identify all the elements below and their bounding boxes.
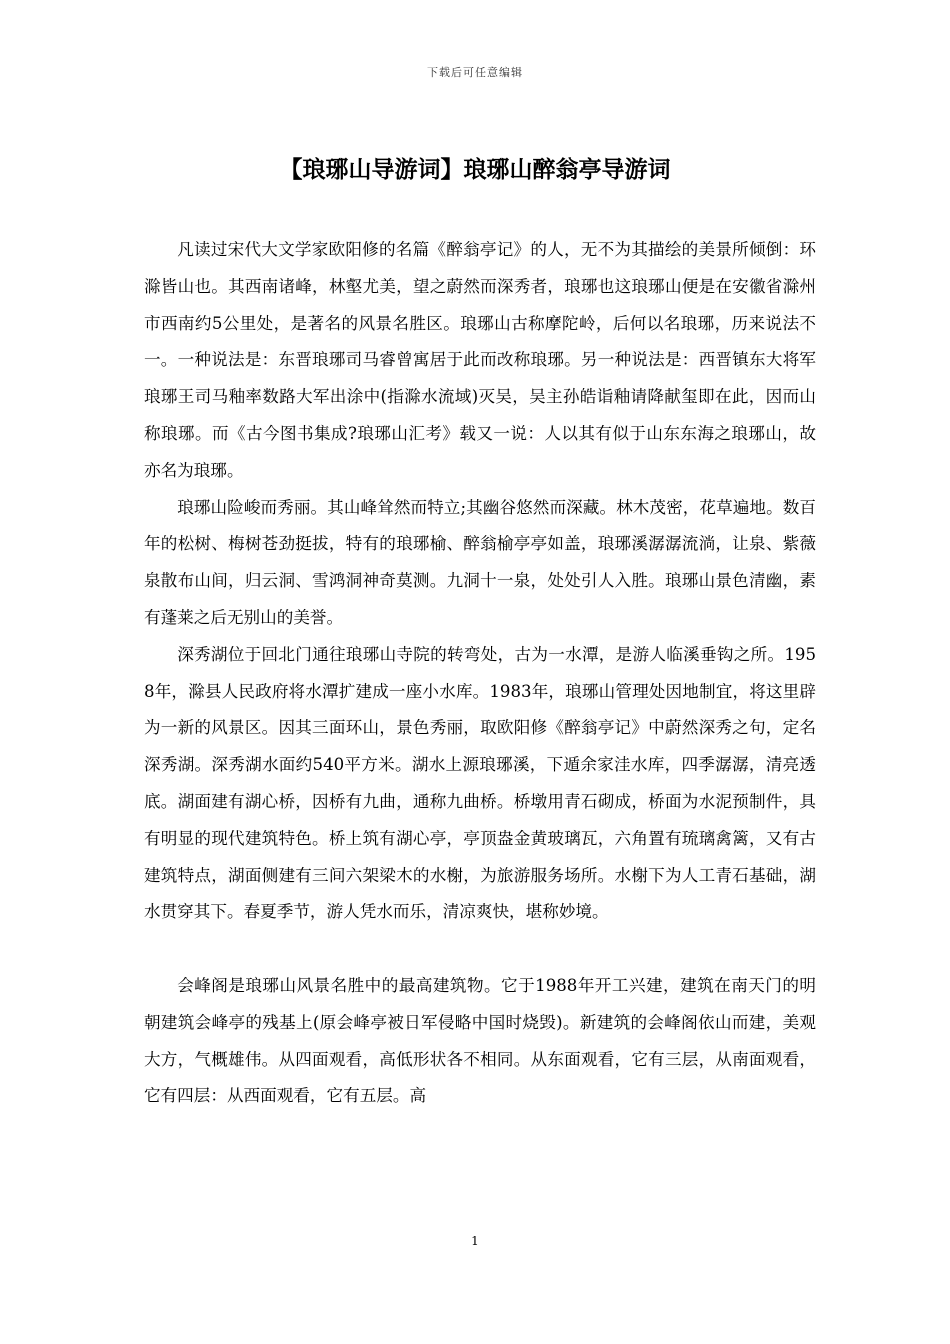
document-title: 【琅琊山导游词】琅琊山醉翁亭导游词 (279, 157, 671, 183)
header-note: 下载后可任意编辑 (427, 66, 523, 79)
paragraph-1: 凡读过宋代大文学家欧阳修的名篇《醉翁亭记》的人，无不为其描绘的美景所倾倒：环滁皆山也。其西南诸峰，林壑尤美，望之蔚然而深秀者，琅琊也这琅琊山便是在安徽省滁州市西南约5公里处，是著名的风景名胜区。琅琊山古称摩陀岭，后何以名琅琊，历来说法不一。一种说法是：东晋琅琊司马睿曾寓居于此而改称琅琊。另一种说法是：西晋镇东大将军琅琊王司马釉率数路大军出涂中(指滁水流域)灭吴，吴主孙皓诣釉请降献玺即在此，因而山称琅琊。而《古今图书集成?琅琊山汇考》载又一说：人以其有似于山东东海之琅琊山，故亦名为琅琊。 (144, 240, 816, 480)
paragraph-2: 琅琊山险峻而秀丽。其山峰耸然而特立;其幽谷悠然而深藏。林木茂密，花草遍地。数百年的松树、梅树苍劲挺拔，特有的琅琊榆、醉翁榆亭亭如盖，琅琊溪潺潺流淌，让泉、紫薇泉散布山间，归云洞、雪鸿洞神奇莫测。九洞十一泉，处处引人入胜。琅琊山景色清幽，素有蓬莱之后无别山的美誉。 (144, 497, 816, 627)
page-number: 1 (471, 1234, 479, 1248)
paragraph-3: 深秀湖位于回北门通往琅琊山寺院的转弯处，古为一水潭，是游人临溪垂钩之所。1958年，滁县人民政府将水潭扩建成一座小水库。1983年，琅琊山管理处因地制宜，将这里辟为一新的风景区。因其三面环山，景色秀丽，取欧阳修《醉翁亭记》中蔚然深秀之句，定名深秀湖。深秀湖水面约540平方米。湖水上源琅琊溪，下遁余家洼水库，四季潺潺，清亮透底。湖面建有湖心桥，因桥有九曲，通称九曲桥。桥墩用青石砌成，桥面为水泥预制件，具有明显的现代建筑特色。桥上筑有湖心亭，亭顶盎金黄玻璃瓦，六角置有琉璃禽篱，又有古建筑特点，湖面侧建有三间六架梁木的水榭，为旅游服务场所。水榭下为人工青石基础，湖水贯穿其下。春夏季节，游人凭水而乐，清凉爽快，堪称妙境。 (144, 644, 816, 922)
document-body (144, 232, 816, 1115)
paragraph-4: 会峰阁是琅琊山风景名胜中的最高建筑物。它于1988年开工兴建，建筑在南天门的明朝建筑会峰亭的残基上(原会峰亭被日军侵略中国时烧毁)。新建筑的会峰阁依山而建，美观大方，气概雄伟。从四面观看，高低形状各不相同。从东面观看，它有三层，从南面观看，它有四层：从西面观看，它有五层。高 (144, 975, 816, 1106)
